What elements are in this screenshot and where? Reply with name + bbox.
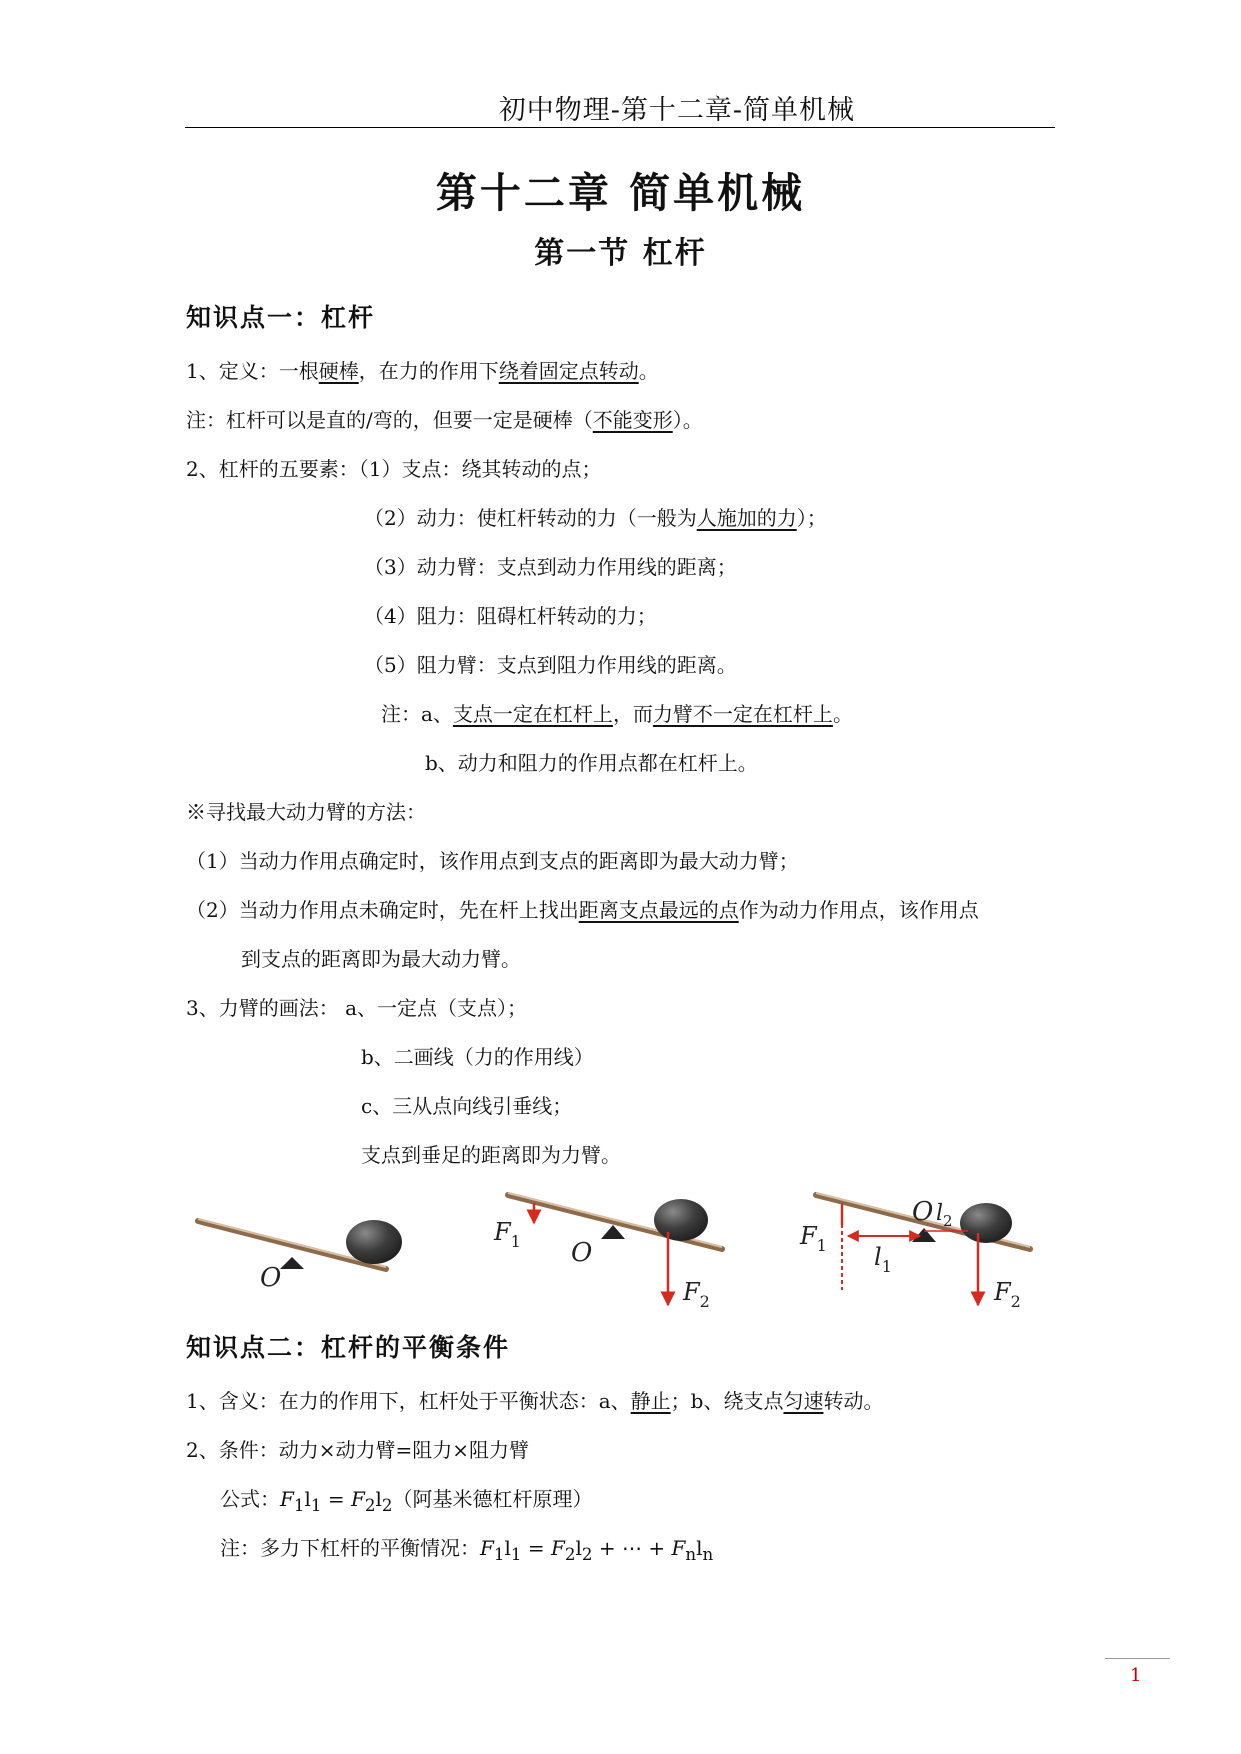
pivot-triangle xyxy=(280,1257,304,1269)
meaning-underlined-2: 匀速 xyxy=(783,1389,824,1413)
note-a-end: 。 xyxy=(832,702,853,726)
draw-arm-b: b、二画线（力的作用线） xyxy=(361,1045,594,1069)
five-2-underlined: 人施加的力 xyxy=(696,506,797,530)
draw-arm-line: 3、力臂的画法： a、一定点（支点）； xyxy=(186,996,528,1020)
meaning-mid: ；b、绕支点 xyxy=(670,1389,784,1413)
def-end: 。 xyxy=(638,359,659,383)
draw-arm-c: c、三从点向线引垂线； xyxy=(361,1094,573,1118)
five-element-2 xyxy=(364,502,827,531)
note-end: ）。 xyxy=(672,408,703,432)
F2-label: $F_2$ xyxy=(683,1278,710,1311)
figure-1-lever xyxy=(198,1219,402,1293)
note-line xyxy=(186,404,703,433)
lever-figures xyxy=(186,1195,1056,1320)
page-number: 1 xyxy=(1130,1665,1142,1686)
kp1-heading: 知识点一：杠杆 xyxy=(186,303,376,332)
note-a-underlined-1: 支点一定在杠杆上 xyxy=(452,702,613,726)
five-elements-line: 2、杠杆的五要素：（1）支点：绕其转动的点； xyxy=(186,457,602,481)
stone xyxy=(960,1203,1012,1243)
formula-line: 公式：$F_1l_1 = F_2l_2$（阿基米德杠杆原理） xyxy=(220,1487,593,1515)
note-b-line: b、动力和阻力的作用点都在杠杆上。 xyxy=(425,751,758,775)
header-rule xyxy=(185,127,1055,128)
F2-label: $F_2$ xyxy=(994,1278,1021,1311)
five-element-4: （4）阻力：阻碍杠杆转动的力； xyxy=(364,604,657,628)
l1-label: $l_1$ xyxy=(874,1243,892,1276)
balance-condition-line: 2、条件：动力×动力臂=阻力×阻力臂 xyxy=(186,1438,529,1462)
meaning-end: 转动。 xyxy=(823,1389,884,1413)
max-arm-2 xyxy=(186,894,979,923)
five-2-end: ）； xyxy=(796,506,827,530)
max-arm-title: ※寻找最大动力臂的方法： xyxy=(186,800,426,824)
meaning-prefix: 1、含义：在力的作用下，杠杆处于平衡状态：a、 xyxy=(186,1389,631,1413)
max-2-end: 作为动力作用点，该作用点 xyxy=(738,898,979,922)
five-element-5: （5）阻力臂：支点到阻力作用线的距离。 xyxy=(364,653,737,677)
formula-F2: F xyxy=(351,1487,365,1511)
note-prefix: 注：杠杆可以是直的/弯的，但要一定是硬棒（ xyxy=(186,408,593,432)
note-a-line xyxy=(381,698,853,727)
balance-meaning-line xyxy=(186,1385,883,1414)
five-2-prefix: （2）动力：使杠杆转动的力（一般为 xyxy=(364,506,697,530)
formula-note: （阿基米德杠杆原理） xyxy=(392,1487,593,1511)
section-title: 第一节 杠杆 xyxy=(534,236,707,271)
formula-l1: l xyxy=(304,1487,311,1511)
max-arm-2-cont: 到支点的距离即为最大动力臂。 xyxy=(241,947,521,971)
note-a-underlined-2: 力臂不一定在杠杆上 xyxy=(652,702,833,726)
note-underlined: 不能变形 xyxy=(592,408,673,432)
max-arm-1: （1）当动力作用点确定时，该作用点到支点的距离即为最大动力臂； xyxy=(186,849,799,873)
def-prefix: 1、定义：一根 xyxy=(186,359,319,383)
F1-label: $F_1$ xyxy=(494,1218,521,1251)
F1-label: $F_1$ xyxy=(800,1222,827,1255)
note-a-prefix: 注：a、 xyxy=(381,702,453,726)
stone xyxy=(346,1220,402,1264)
figure-2-lever xyxy=(493,1193,722,1311)
def-mid: ，在力的作用下 xyxy=(358,359,499,383)
pivot-triangle xyxy=(601,1225,625,1239)
multi-label: 注：多力下杠杆的平衡情况： xyxy=(220,1536,480,1560)
fulcrum-label: O xyxy=(912,1197,934,1227)
def-underlined-2: 绕着固定点转动 xyxy=(498,359,639,383)
note-a-mid: ，而 xyxy=(612,702,653,726)
draw-arm-d: 支点到垂足的距离即为力臂。 xyxy=(361,1143,621,1167)
meaning-underlined-1: 静止 xyxy=(630,1389,671,1413)
chapter-title: 第十二章 简单机械 xyxy=(435,169,806,217)
formula-label: 公式： xyxy=(220,1487,280,1511)
max-2-underlined: 距离支点最远的点 xyxy=(578,898,739,922)
def-underlined-1: 硬棒 xyxy=(318,359,359,383)
fulcrum-label: O xyxy=(260,1263,282,1293)
definition-line xyxy=(186,355,659,384)
max-2-prefix: （2）当动力作用点未确定时，先在杆上找出 xyxy=(186,898,579,922)
formula-l2: l xyxy=(375,1487,382,1511)
stone xyxy=(654,1199,708,1241)
multi-force-line: 注：多力下杠杆的平衡情况：$F_1l_1 = F_2l_2$ + ⋯ + $F_nl_n$ xyxy=(220,1536,714,1564)
page-header: 初中物理-第十二章-简单机械 xyxy=(498,95,855,126)
formula-F1: F xyxy=(280,1487,294,1511)
five-element-3: （3）动力臂：支点到动力作用线的距离； xyxy=(364,555,737,579)
fulcrum-label: O xyxy=(571,1238,593,1268)
figure-3-lever xyxy=(799,1193,1030,1311)
kp2-heading: 知识点二：杠杆的平衡条件 xyxy=(186,1333,511,1362)
l2-label: $l_2$ xyxy=(936,1201,953,1230)
footer-rule xyxy=(1105,1658,1170,1659)
